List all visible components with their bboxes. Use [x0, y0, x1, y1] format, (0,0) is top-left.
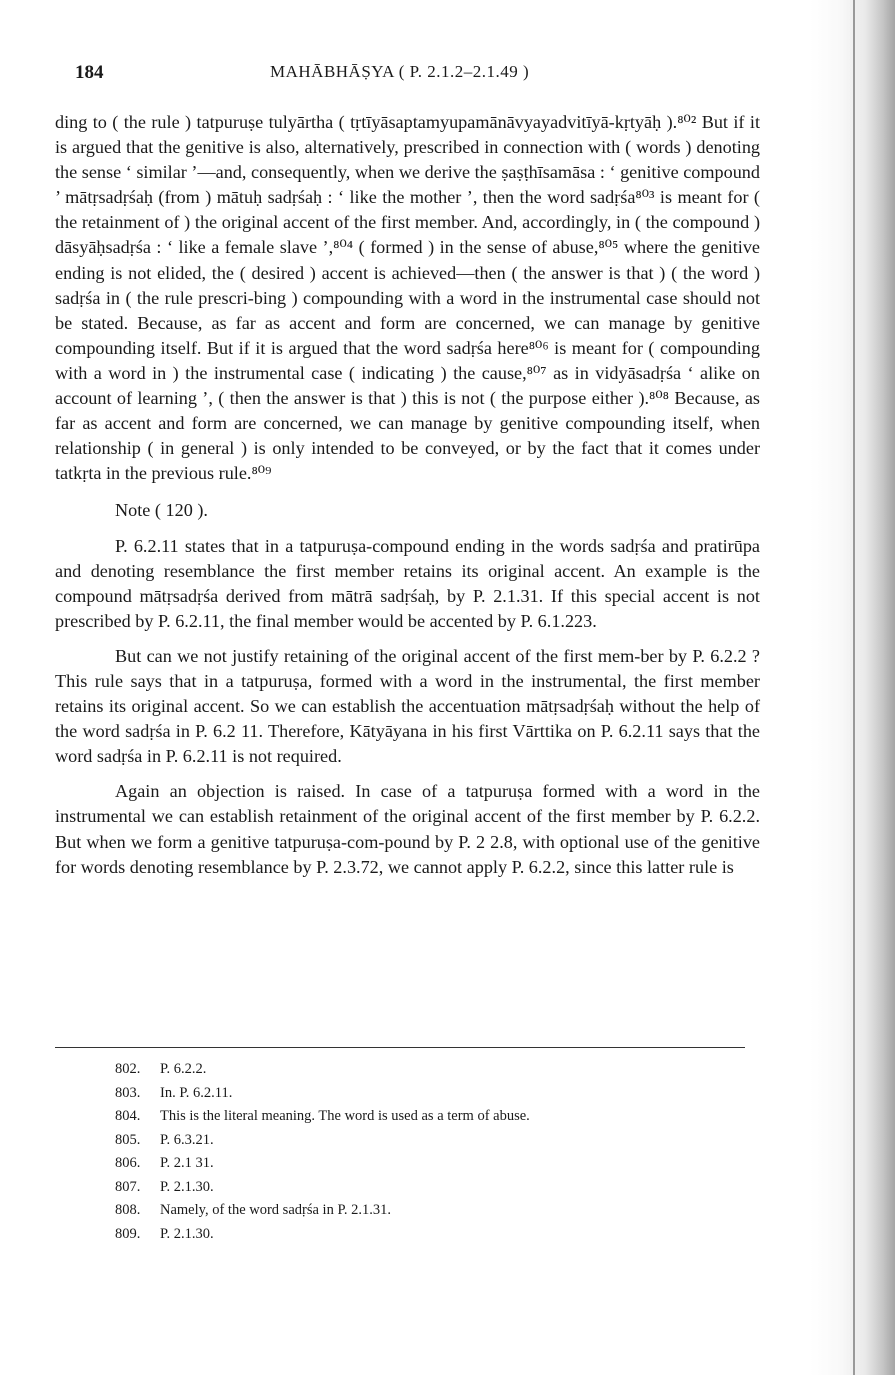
footnote-number: 808. [115, 1202, 141, 1218]
footnote-text: P. 2.1 31. [160, 1155, 214, 1171]
footnote-number: 803. [115, 1084, 141, 1101]
body-text [55, 110, 760, 880]
footnote-number: 806. [115, 1155, 141, 1171]
footnote-item [115, 1152, 755, 1176]
footnote-item [115, 1105, 755, 1129]
footnote-text: In. P. 6.2.11. [160, 1084, 233, 1101]
footnote-number: 805. [115, 1131, 141, 1148]
footnote-text: Namely, of the word sadṛśa in P. 2.1.31. [160, 1202, 392, 1218]
paragraph-note-1: P. 6.2.11 states that in a tatpuruṣa-compound ending in the words sadṛśa and pratirūpa and denoting resemblance the first member retains its original accent. An example is the compound mātṛsadṛśa derived from mātrā sadṛśaḥ, by P. 2.1.31. If this special accent is not prescribed by P. 6.2.11, the final member would be accented by P. 6.1.223. [55, 535, 760, 631]
footnote-number: 807. [115, 1178, 141, 1195]
running-head: MAHĀBHĀṢYA ( P. 2.1.2–2.1.49 ) [270, 62, 530, 81]
footnote-text: P. 6.2.2. [160, 1061, 207, 1077]
footnote-item [115, 1129, 755, 1153]
footnote-text: P. 2.1.30. [160, 1178, 214, 1195]
footnotes [115, 1058, 755, 1246]
footnote-number: 809. [115, 1225, 141, 1242]
page-binding-line [853, 0, 855, 1375]
page-header [75, 62, 765, 92]
footnote-number: 802. [115, 1061, 141, 1077]
footnote-text: P. 2.1.30. [160, 1225, 214, 1242]
footnote-item [115, 1199, 755, 1223]
paragraph-continuation: ding to ( the rule ) tatpuruṣe tulyārtha ( tṛtīyāsaptamyupamānāvyayadvitīyā-kṛtyāḥ ).⁸⁰² But if it is argued that the genitive is also, alternatively, prescribed in connection with ( words ) denoting the sense ‘ similar ’—and, consequently, when we derive the ṣaṣṭhīsamāsa : ‘ genitive compound ’ mātṛsadṛśaḥ (from ) mātuḥ sadṛśaḥ : ‘ like the mother ’, then the word sadṛśa⁸⁰³ is meant for ( the retainment of ) the original accent of the first member. And, accordingly, in ( the compound ) dāsyāḥsadṛśa : ‘ like a female slave ’,⁸⁰⁴ ( formed ) in the sense of abuse,⁸⁰⁵ where the genitive ending is not elided, the ( desired ) accent is achieved—then ( the answer is that ) ( the word ) sadṛśa in ( the rule prescri-bing ) compounding with a word in the instrumental case should not be stated. Because, as far as accent and form are concerned, we can manage by genitive compounding itself. But if it is argued that the word sadṛśa here⁸⁰⁶ is meant for ( compounding with a word in ) the instrumental case ( indicating ) the cause,⁸⁰⁷ as in vidyāsadṛśa ‘ alike on account of learning ’, ( then the answer is that ) this is not ( the purpose either ).⁸⁰⁸ Because, as far as accent and form are concerned, we can manage by genitive compounding itself, when relationship ( in general ) is only intended to be conveyed, or by the fact that it comes under tatkṛta in the previous rule.⁸⁰⁹ [55, 112, 760, 484]
note-heading: Note ( 120 ). [115, 500, 208, 521]
footnote-number: 804. [115, 1108, 141, 1124]
paragraph-note-2: But can we not justify retaining of the original accent of the first mem-ber by P. 6.2.2 ? This rule says that in a tatpuruṣa, formed with a word in the instrumental, the first member retains its original accent. So we can establish the accentuation mātṛsadṛśaḥ without the help of the word sadṛśa in P. 6.2 11. Therefore, Kātyāyana in his first Vārttika on P. 6.2.11 says that the word sadṛśa in P. 6.2.11 is not required. [55, 645, 760, 767]
paragraph-note-3: Again an objection is raised. In case of a tatpuruṣa formed with a word in the instrumental we can establish retainment of the original accent of the first member by P. 6.2.2. But when we form a genitive tatpuruṣa-com-pound by P. 2 2.8, with optional use of the genitive for words denoting resemblance by P. 2.3.72, we cannot apply P. 6.2.2, since this latter rule is [55, 781, 760, 877]
footnote-text: P. 6.3.21. [160, 1131, 214, 1148]
footnote-item [115, 1082, 755, 1106]
footnote-divider [55, 1047, 745, 1048]
footnote-item [115, 1058, 755, 1082]
footnote-text: This is the literal meaning. The word is used as a term of abuse. [160, 1108, 530, 1124]
footnote-item [115, 1176, 755, 1200]
footnote-item [115, 1223, 755, 1247]
page-number: 184 [75, 62, 104, 83]
